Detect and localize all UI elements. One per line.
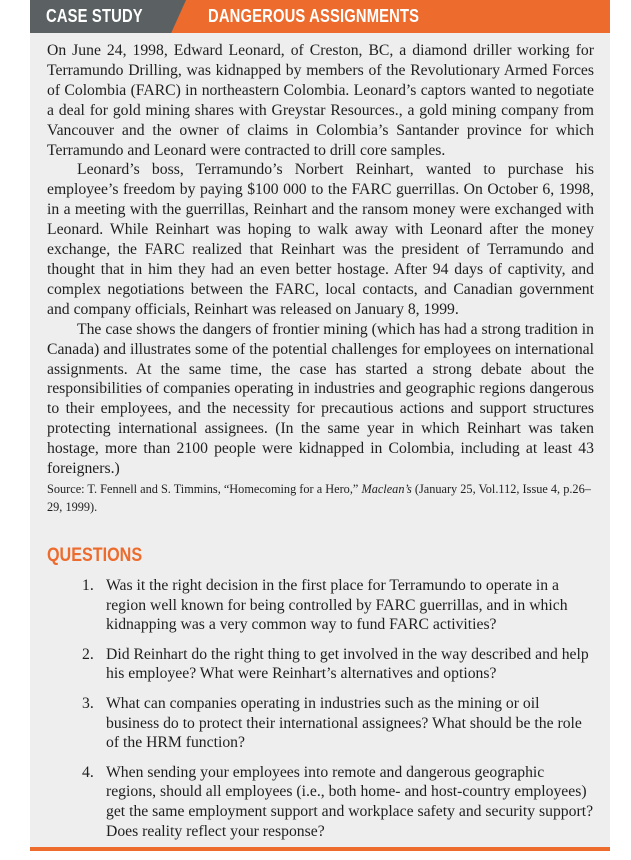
source-citation — [47, 480, 594, 516]
source-suffix: (January 25, Vol.112, Issue 4, p.26–29, 1999). — [47, 482, 591, 514]
question-text: Did Reinhart do the right thing to get involved in the way described and help his employee? What were Reinhart’s alternatives and options? — [106, 645, 589, 683]
case-study-title: DANGEROUS ASSIGNMENTS — [208, 6, 420, 26]
bottom-accent-rule — [30, 847, 610, 851]
question-number: 4. — [82, 763, 94, 781]
source-prefix: Source: T. Fennell and S. Timmins, “Homecoming for a Hero,” — [47, 482, 362, 496]
questions-list — [82, 576, 594, 851]
question-number: 3. — [82, 694, 94, 712]
question-number: 2. — [82, 645, 94, 663]
question-number: 1. — [82, 577, 94, 594]
case-study-label: CASE STUDY — [46, 6, 143, 26]
case-body — [47, 41, 594, 479]
question-text: When sending your employees into remote and dangerous geographic regions, should all employees (i.e., both home- and host-country employees) get the same employment support and workplace safety and security support? Does reality reflect your response? — [106, 763, 594, 840]
questions-heading: QUESTIONS — [47, 545, 143, 566]
question-text: Was it the right decision in the first place for Terramundo to operate in a region well known for being controlled by FARC guerrillas, and in which kidnapping was a very common way to fund FARC activities? — [106, 577, 568, 634]
body-paragraph: On June 24, 1998, Edward Leonard, of Creston, BC, a diamond driller working for Terramundo Drilling, was kidnapped by members of the Revolutionary Armed Forces of Colombia (FARC) in northeastern Colombia. Leonard’s captors wanted to negotiate a deal for gold mining shares with Greystar Resources., a gold mining company from Vancouver and the owner of claims in Colombia’s Santander province for which Terramundo and Leonard were contracted to drill core samples. — [47, 42, 594, 159]
question-item — [82, 763, 594, 841]
question-text: What can companies operating in industries such as the mining or oil business do to protect their international assignees? What should be the role of the HRM function? — [106, 694, 582, 752]
question-item — [82, 576, 594, 635]
case-study-header — [30, 0, 610, 33]
body-paragraph: Leonard’s boss, Terramundo’s Norbert Reinhart, wanted to purchase his employee’s freedom by paying $100 000 to the FARC guerrillas. On October 6, 1998, in a meeting with the guerrillas, Reinhart and the ransom money were exchanged with Leonard. While Reinhart was hoping to walk away with Leonard after the money exchange, the FARC realized that Reinhart was the president of Terramundo and thought that in him they had an even better hostage. After 94 days of captivity, and complex negotiations between the FARC, local contacts, and Canadian government and company officials, Reinhart was released on January 8, 1999. — [47, 161, 594, 318]
question-item — [82, 645, 594, 684]
question-item — [82, 694, 594, 753]
body-paragraph: The case shows the dangers of frontier mining (which has had a strong tradition in Canada) and illustrates some of the potential challenges for employees on international assignments. At the same time, the case has started a strong debate about the responsibilities of companies operating in industries and geographic regions dangerous to their employees, and the necessity for precautious actions and support structures protecting international assignees. (In the same year in which Reinhart was taken hostage, more than 2100 people were kidnapped in Colombia, including at least 43 foreigners.) — [47, 320, 594, 478]
source-publication: Maclean’s — [361, 482, 412, 496]
